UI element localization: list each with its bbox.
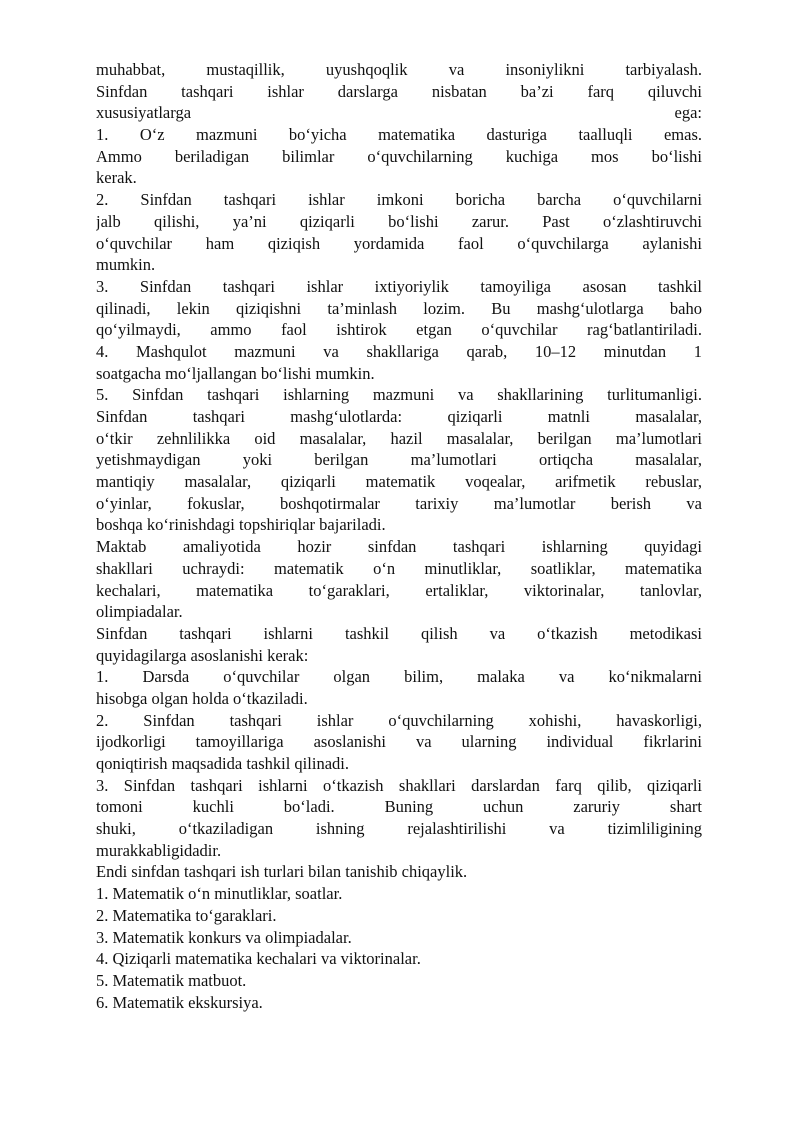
text-line: yetishmaydigan yoki berilgan ma’lumotlari ortiqcha masalalar, xyxy=(96,450,702,470)
text-line: 5. Matematik matbuot. xyxy=(96,970,247,990)
text-line: Sinfdan tashqari mashg‘ulotlarda: qiziqarli matnli masalalar, xyxy=(96,407,702,426)
text-line: Sinfdan tashqari ishlarni tashkil qilish va o‘tkazish metodikasi xyxy=(96,623,702,643)
text-line: tomoni kuchli bo‘ladi. Buning uchun zaruriy shart xyxy=(96,797,702,817)
document-page xyxy=(96,59,702,1013)
text-line: 3. Sinfdan tashqari ishlar ixtiyoriylik tamoyiliga asosan tashkil xyxy=(96,276,702,296)
text-line: ijodkorligi tamoyillariga asoslanishi va ularning individual fikrlarini xyxy=(96,732,702,752)
text-line: o‘quvchilar ham qiziqish yordamida faol o‘quvchilarga aylanishi xyxy=(96,233,702,253)
text-line: Maktab amaliyotida hozir sinfdan tashqari ishlarning quyidagi xyxy=(96,537,702,557)
text-line: boshqa ko‘rinishdagi topshiriqlar bajariladi. xyxy=(96,515,386,535)
text-line: shuki, o‘tkaziladigan ishning rejalashtirilishi va tizimliligining xyxy=(96,819,702,839)
text-line: shakllari uchraydi: matematik o‘n minutliklar, soatliklar, matematika xyxy=(96,558,702,578)
text-line: 1. O‘z mazmuni bo‘yicha matematika dasturiga taalluqli emas. xyxy=(96,125,702,145)
text-line: kerak. xyxy=(96,168,137,188)
text-line: 1. Matematik o‘n minutliklar, soatlar. xyxy=(96,884,343,904)
text-line: muhabbat, mustaqillik, uyushqoqlik va insoniylikni tarbiyalash. xyxy=(96,60,702,79)
text-line: Ammo beriladigan bilimlar o‘quvchilarning kuchiga mos bo‘lishi xyxy=(96,146,702,166)
text-line: 2. Matematika to‘garaklari. xyxy=(96,905,277,925)
text-line: 2. Sinfdan tashqari ishlar o‘quvchilarning xohishi, havaskorligi, xyxy=(96,710,702,730)
text-line: murakkabligidadir. xyxy=(96,840,222,860)
text-line: jalb qilishi, ya’ni qiziqarli bo‘lishi zarur. Past o‘zlashtiruvchi xyxy=(96,211,702,231)
text-line: mumkin. xyxy=(96,255,156,275)
text-line: o‘yinlar, fokuslar, boshqotirmalar tarixiy ma’lumotlar berish va xyxy=(96,493,702,513)
text-line: 3. Matematik konkurs va olimpiadalar. xyxy=(96,927,352,947)
text-line-left: xususiyatlarga xyxy=(96,103,192,123)
text-line: Sinfdan tashqari ishlar darslarga nisbatan ba’zi farq qiluvchi xyxy=(96,81,702,101)
text-line xyxy=(96,102,702,124)
text-line: 5. Sinfdan tashqari ishlarning mazmuni va shakllarining turlitumanligi. xyxy=(96,385,702,405)
text-line: qoniqtirish maqsadida tashkil qilinadi. xyxy=(96,754,349,773)
text-line: qo‘yilmaydi, ammo faol ishtirok etgan o‘quvchilar rag‘batlantiriladi. xyxy=(96,320,702,340)
text-line: 2. Sinfdan tashqari ishlar imkoni boricha barcha o‘quvchilarni xyxy=(96,190,702,210)
text-line: kechalari, matematika to‘garaklari, ertaliklar, viktorinalar, tanlovlar, xyxy=(96,580,702,600)
text-line: 4. Mashqulot mazmuni va shakllariga qarab, 10–12 minutdan 1 xyxy=(96,341,702,361)
text-line: 1. Darsda o‘quvchilar olgan bilim, malaka va ko‘nikmalarni xyxy=(96,667,702,687)
text-line: hisobga olgan holda o‘tkaziladi. xyxy=(96,688,308,708)
text-line: o‘tkir zehnlilikka oid masalalar, hazil masalalar, berilgan ma’lumotlari xyxy=(96,428,702,448)
text-line: 3. Sinfdan tashqari ishlarni o‘tkazish shakllari darslardan farq qilib, qiziqarli xyxy=(96,775,702,795)
text-line: qilinadi, lekin qiziqishni ta’minlash lozim. Bu mashg‘ulotlarga baho xyxy=(96,298,702,318)
text-line-right: ega: xyxy=(674,103,702,123)
text-line: olimpiadalar. xyxy=(96,602,183,622)
text-line: soatgacha mo‘ljallangan bo‘lishi mumkin. xyxy=(96,363,375,383)
text-line: 6. Matematik ekskursiya. xyxy=(96,992,263,1012)
text-line: 4. Qiziqarli matematika kechalari va viktorinalar. xyxy=(96,949,421,969)
text-line: quyidagilarga asoslanishi kerak: xyxy=(96,645,309,665)
text-line: mantiqiy masalalar, qiziqarli matematik voqealar, arifmetik rebuslar, xyxy=(96,472,702,492)
text-line: Endi sinfdan tashqari ish turlari bilan tanishib chiqaylik. xyxy=(96,862,468,882)
